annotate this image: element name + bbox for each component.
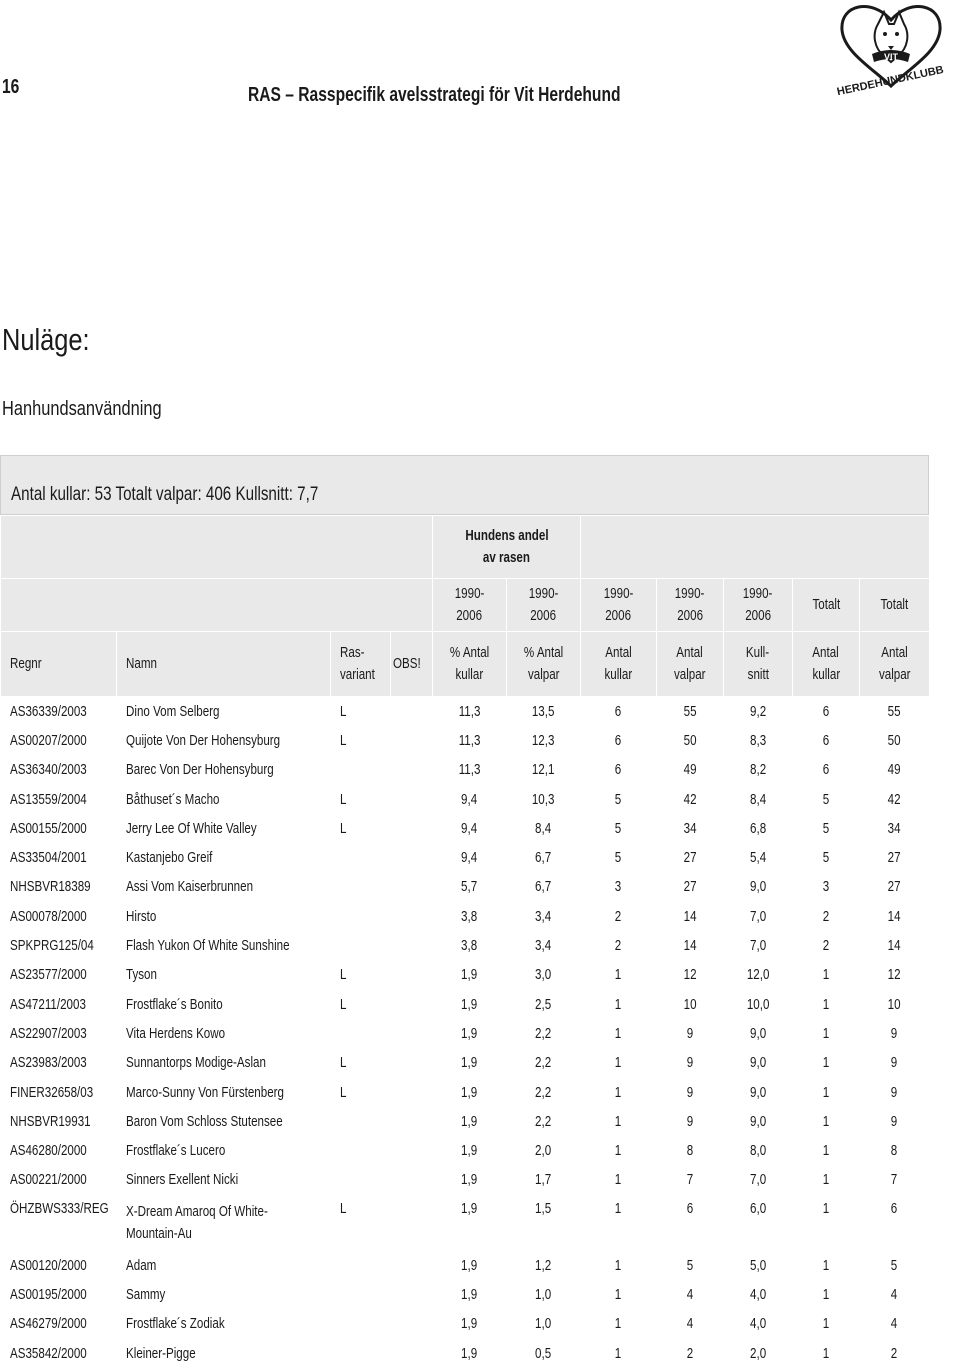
total-valpar-cell: 34: [888, 820, 901, 837]
total-kullar-cell: 5: [822, 850, 830, 867]
regnr-cell: AS36339/2003: [9, 703, 87, 720]
name-cell: Flash Yukon Of White Sunshine: [125, 938, 290, 955]
kullsnitt-cell: 8,4: [749, 791, 767, 808]
regnr-cell: NHSBVR18389: [9, 879, 91, 896]
total-kullar-cell: 1: [822, 1316, 830, 1333]
table-row: [1, 1195, 930, 1251]
pct-valpar-cell: 1,7: [535, 1172, 552, 1189]
total-valpar-cell: 27: [888, 850, 901, 867]
period-header: 1990- 2006: [657, 579, 724, 632]
name-cell: Frostflake´s Zodiak: [125, 1316, 225, 1333]
name-cell: Adam: [125, 1257, 156, 1274]
pct-kullar-cell: 3,8: [461, 938, 478, 955]
table-row: [1, 785, 930, 814]
total-valpar-cell: 27: [888, 879, 901, 896]
total-kullar-cell: 1: [822, 1172, 830, 1189]
total-kullar-cell: 1: [822, 1257, 830, 1274]
total-kullar-cell: 1: [822, 1113, 830, 1130]
kullsnitt-cell: 8,2: [749, 762, 767, 779]
period-header: 1990- 2006: [581, 579, 657, 632]
regnr-cell: AS00120/2000: [9, 1257, 87, 1274]
col-header-total-kullar: Antal kullar: [793, 632, 860, 697]
regnr-cell: AS36340/2003: [9, 762, 87, 779]
pct-kullar-cell: 1,9: [461, 1172, 478, 1189]
kullar-cell: 1: [615, 1286, 622, 1303]
kullsnitt-cell: 4,0: [749, 1286, 767, 1303]
table-row: [1, 902, 930, 931]
table-row: [1, 990, 930, 1019]
variant-cell: L: [339, 732, 346, 749]
total-kullar-cell: 6: [822, 703, 830, 720]
regnr-cell: AS33504/2001: [9, 850, 87, 867]
table-row: [1, 843, 930, 872]
pct-kullar-cell: 9,4: [461, 820, 478, 837]
kullsnitt-cell: 10,0: [746, 996, 770, 1013]
valpar-cell: 27: [683, 879, 697, 896]
total-valpar-cell: 4: [891, 1316, 898, 1333]
name-cell: Frostflake´s Lucero: [125, 1143, 225, 1160]
kullsnitt-cell: 9,0: [749, 1113, 767, 1130]
header-row-columns: [1, 632, 930, 697]
kullar-cell: 1: [615, 996, 622, 1013]
table-row: [1, 931, 930, 960]
name-cell: Sunnantorps Modige-Aslan: [125, 1055, 266, 1072]
total-kullar-cell: 5: [822, 791, 830, 808]
variant-cell: L: [339, 1055, 346, 1072]
section-subtitle: Hanhundsanvändning: [2, 398, 162, 420]
name-cell: Vita Herdens Kowo: [125, 1025, 225, 1042]
pct-kullar-cell: 1,9: [461, 1143, 478, 1160]
share-title-line1: Hundens andel: [464, 528, 549, 544]
total-valpar-cell: 49: [888, 762, 901, 779]
table-row: [1, 1078, 930, 1107]
kullsnitt-cell: 9,0: [749, 1055, 767, 1072]
total-valpar-cell: 6: [891, 1201, 898, 1218]
name-cell: Jerry Lee Of White Valley: [125, 820, 257, 837]
total-kullar-cell: 5: [822, 820, 830, 837]
header-spacer-right: [581, 516, 930, 579]
kullar-cell: 1: [615, 1055, 622, 1072]
period-header: 1990- 2006: [724, 579, 793, 632]
total-kullar-cell: 1: [822, 1286, 830, 1303]
pct-valpar-cell: 2,2: [535, 1025, 552, 1042]
valpar-cell: 9: [686, 1113, 694, 1130]
col-header-pct-kullar: % Antal kullar: [433, 632, 507, 697]
table-row: [1, 726, 930, 755]
table-row: [1, 1049, 930, 1078]
name-cell: Dino Vom Selberg: [125, 703, 219, 720]
period-spacer: [1, 579, 433, 632]
kullsnitt-cell: 6,8: [749, 820, 767, 837]
total-kullar-cell: 1: [822, 1084, 830, 1101]
pct-valpar-cell: 6,7: [535, 850, 552, 867]
col-header-regnr: Regnr: [1, 632, 117, 697]
pct-valpar-cell: 1,2: [535, 1257, 552, 1274]
regnr-cell: AS00207/2000: [9, 732, 87, 749]
kullar-cell: 6: [615, 732, 622, 749]
table-row: [1, 1310, 930, 1339]
regnr-cell: AS23577/2000: [9, 967, 87, 984]
pct-valpar-cell: 2,2: [535, 1055, 552, 1072]
kullar-cell: 1: [615, 1316, 622, 1333]
total-kullar-cell: 2: [822, 908, 830, 925]
name-cell: Baron Vom Schloss Stutensee: [125, 1113, 283, 1130]
table-row: [1, 756, 930, 785]
valpar-cell: 12: [683, 967, 697, 984]
share-header: [433, 516, 581, 579]
period-header-total: Totalt: [860, 579, 930, 632]
pct-valpar-cell: 2,2: [535, 1084, 552, 1101]
header-row-share: [1, 516, 930, 579]
kullar-cell: 1: [615, 1257, 622, 1274]
kullar-cell: 1: [615, 1345, 622, 1362]
regnr-cell: AS00078/2000: [9, 908, 87, 925]
regnr-cell: AS22907/2003: [9, 1025, 87, 1042]
pct-valpar-cell: 2,5: [535, 996, 552, 1013]
kullsnitt-cell: 6,0: [749, 1201, 767, 1218]
table-row: [1, 1280, 930, 1309]
kullsnitt-cell: 8,3: [749, 732, 767, 749]
pct-valpar-cell: 0,5: [535, 1345, 552, 1362]
total-kullar-cell: 6: [822, 762, 830, 779]
name-cell: Sammy: [125, 1286, 165, 1303]
logo-top-text: VIT: [883, 52, 899, 62]
table-row: [1, 961, 930, 990]
total-kullar-cell: 6: [822, 732, 830, 749]
pct-kullar-cell: 1,9: [461, 996, 478, 1013]
kullsnitt-cell: 7,0: [749, 908, 767, 925]
valpar-cell: 6: [686, 1201, 694, 1218]
pct-kullar-cell: 1,9: [461, 967, 478, 984]
kullsnitt-cell: 7,0: [749, 938, 767, 955]
kullar-cell: 1: [615, 1084, 622, 1101]
table-row: [1, 1107, 930, 1136]
regnr-cell: SPKPRG125/04: [9, 938, 94, 955]
pct-valpar-cell: 2,0: [535, 1143, 552, 1160]
total-kullar-cell: 3: [822, 879, 830, 896]
logo-bottom-text: HERDEHUNDKLUBB: [835, 63, 945, 99]
variant-cell: L: [339, 1201, 346, 1218]
valpar-cell: 10: [683, 996, 697, 1013]
pct-kullar-cell: 1,9: [461, 1286, 478, 1303]
total-kullar-cell: 2: [822, 938, 830, 955]
col-header-kullsnitt: Kull- snitt: [724, 632, 793, 697]
kullsnitt-cell: 5,0: [749, 1257, 767, 1274]
name-cell-line2: Mountain-Au: [125, 1226, 192, 1243]
name-cell: Quijote Von Der Hohensyburg: [125, 732, 280, 749]
total-valpar-cell: 9: [891, 1055, 898, 1072]
valpar-cell: 2: [686, 1345, 694, 1362]
regnr-cell: AS47211/2003: [9, 996, 86, 1013]
regnr-cell: AS00195/2000: [9, 1286, 87, 1303]
kullar-cell: 1: [615, 1172, 622, 1189]
pct-kullar-cell: 1,9: [461, 1257, 478, 1274]
kullar-cell: 6: [615, 703, 622, 720]
pct-valpar-cell: 12,3: [532, 732, 555, 749]
pct-valpar-cell: 8,4: [535, 820, 552, 837]
kullsnitt-cell: 9,0: [749, 1025, 767, 1042]
total-valpar-cell: 50: [888, 732, 901, 749]
pct-valpar-cell: 1,0: [535, 1286, 552, 1303]
total-valpar-cell: 9: [891, 1113, 898, 1130]
total-kullar-cell: 1: [822, 1055, 830, 1072]
kullsnitt-cell: 7,0: [749, 1172, 767, 1189]
name-cell: Kastanjebo Greif: [125, 850, 212, 867]
kullar-cell: 5: [615, 850, 622, 867]
regnr-cell: AS23983/2003: [9, 1055, 87, 1072]
total-valpar-cell: 14: [888, 938, 901, 955]
variant-cell: L: [339, 820, 346, 837]
total-kullar-cell: 1: [822, 996, 830, 1013]
total-kullar-cell: 1: [822, 1143, 830, 1160]
valpar-cell: 50: [683, 732, 697, 749]
period-header: 1990- 2006: [433, 579, 507, 632]
total-kullar-cell: 1: [822, 1201, 830, 1218]
col-header-valpar: Antal valpar: [657, 632, 724, 697]
col-header-namn: Namn: [117, 632, 331, 697]
table-row: [1, 1166, 930, 1195]
valpar-cell: 9: [686, 1025, 694, 1042]
valpar-cell: 14: [683, 908, 697, 925]
valpar-cell: 7: [686, 1172, 694, 1189]
header-row-period: [1, 579, 930, 632]
stats-panel: [0, 455, 929, 515]
section-title: Nuläge:: [2, 322, 90, 357]
name-cell-line1: X-Dream Amaroq Of White-: [125, 1204, 268, 1221]
table-row: [1, 1251, 930, 1280]
pct-valpar-cell: 3,4: [535, 938, 552, 955]
kullar-cell: 3: [615, 879, 622, 896]
valpar-cell: 8: [686, 1143, 694, 1160]
table-row: [1, 697, 930, 727]
pct-valpar-cell: 3,4: [535, 908, 552, 925]
variant-cell: L: [339, 996, 346, 1013]
pct-kullar-cell: 1,9: [461, 1201, 478, 1218]
kullar-cell: 1: [615, 1025, 622, 1042]
valpar-cell: 55: [683, 703, 697, 720]
pct-kullar-cell: 1,9: [461, 1055, 478, 1072]
total-kullar-cell: 1: [822, 1025, 830, 1042]
table-body: [1, 697, 930, 1369]
pct-valpar-cell: 1,5: [535, 1201, 552, 1218]
name-cell: Kleiner-Pigge: [125, 1345, 196, 1362]
regnr-cell: AS00221/2000: [9, 1172, 87, 1189]
pct-kullar-cell: 1,9: [461, 1316, 478, 1333]
kullsnitt-cell: 9,2: [749, 703, 767, 720]
pct-valpar-cell: 1,0: [535, 1316, 552, 1333]
valpar-cell: 42: [683, 791, 697, 808]
pct-kullar-cell: 1,9: [461, 1025, 478, 1042]
header-spacer: [1, 516, 433, 579]
name-cell: Barec Von Der Hohensyburg: [125, 762, 274, 779]
pct-kullar-cell: 9,4: [461, 791, 478, 808]
kullar-cell: 2: [615, 908, 622, 925]
table-row: [1, 1339, 930, 1368]
kullsnitt-cell: 9,0: [749, 1084, 767, 1101]
pct-kullar-cell: 1,9: [461, 1113, 478, 1130]
kullar-cell: 5: [615, 791, 622, 808]
pct-kullar-cell: 9,4: [461, 850, 478, 867]
pct-kullar-cell: 1,9: [461, 1084, 478, 1101]
pct-valpar-cell: 2,2: [535, 1113, 552, 1130]
total-valpar-cell: 12: [888, 967, 901, 984]
kullsnitt-cell: 12,0: [746, 967, 770, 984]
valpar-cell: 27: [683, 850, 697, 867]
total-valpar-cell: 9: [891, 1025, 898, 1042]
valpar-cell: 14: [683, 938, 697, 955]
col-header-rasvariant: Ras- variant: [331, 632, 391, 697]
regnr-cell: AS46279/2000: [9, 1316, 87, 1333]
valpar-cell: 4: [686, 1316, 694, 1333]
valpar-cell: 4: [686, 1286, 694, 1303]
name-cell: Frostflake´s Bonito: [125, 996, 223, 1013]
regnr-cell: AS00155/2000: [9, 820, 87, 837]
valpar-cell: 5: [686, 1257, 694, 1274]
kullsnitt-cell: 4,0: [749, 1316, 767, 1333]
variant-cell: L: [339, 1084, 346, 1101]
name-cell: Marco-Sunny Von Fürstenberg: [125, 1084, 284, 1101]
kullsnitt-cell: 8,0: [749, 1143, 767, 1160]
pct-valpar-cell: 6,7: [535, 879, 552, 896]
total-kullar-cell: 1: [822, 967, 830, 984]
kullar-cell: 1: [615, 1113, 622, 1130]
kullsnitt-cell: 2,0: [749, 1345, 767, 1362]
stats-line: Antal kullar: 53 Totalt valpar: 406 Kullsnitt: 7,7: [11, 484, 319, 505]
table-row: [1, 1019, 930, 1048]
document-header: RAS – Rasspecifik avelsstrategi för Vit Herdehund: [248, 84, 621, 106]
total-valpar-cell: 10: [888, 996, 901, 1013]
total-valpar-cell: 9: [891, 1084, 898, 1101]
pct-valpar-cell: 3,0: [535, 967, 552, 984]
kullsnitt-cell: 9,0: [749, 879, 767, 896]
pct-valpar-cell: 13,5: [532, 703, 555, 720]
regnr-cell: AS35842/2000: [9, 1345, 87, 1362]
total-kullar-cell: 1: [822, 1345, 830, 1362]
total-valpar-cell: 8: [891, 1143, 898, 1160]
period-header-total: Totalt: [793, 579, 860, 632]
kullar-cell: 1: [615, 967, 622, 984]
valpar-cell: 49: [683, 762, 697, 779]
variant-cell: L: [339, 791, 346, 808]
name-cell: Sinners Exellent Nicki: [125, 1172, 238, 1189]
regnr-cell: ÖHZBWS333/REG: [9, 1201, 109, 1218]
col-header-obs: OBS!: [391, 632, 433, 697]
period-header: 1990- 2006: [507, 579, 581, 632]
pct-kullar-cell: 11,3: [458, 762, 481, 779]
name-cell: Assi Vom Kaiserbrunnen: [125, 879, 253, 896]
regnr-cell: NHSBVR19931: [9, 1113, 91, 1130]
table-row: [1, 814, 930, 843]
pct-kullar-cell: 11,3: [458, 703, 481, 720]
regnr-cell: AS13559/2004: [9, 791, 87, 808]
pct-kullar-cell: 5,7: [461, 879, 478, 896]
total-valpar-cell: 5: [891, 1257, 898, 1274]
kullar-cell: 1: [615, 1201, 622, 1218]
total-valpar-cell: 2: [891, 1345, 898, 1362]
col-header-total-valpar: Antal valpar: [860, 632, 930, 697]
col-header-pct-valpar: % Antal valpar: [507, 632, 581, 697]
pct-kullar-cell: 1,9: [461, 1345, 478, 1362]
kullar-cell: 1: [615, 1143, 622, 1160]
name-cell: Tyson: [125, 967, 157, 984]
total-valpar-cell: 7: [891, 1172, 898, 1189]
valpar-cell: 9: [686, 1084, 694, 1101]
club-logo: [832, 0, 950, 114]
kullar-cell: 6: [615, 762, 622, 779]
valpar-cell: 9: [686, 1055, 694, 1072]
name-cell: Båthuset´s Macho: [125, 791, 219, 808]
variant-cell: L: [339, 703, 346, 720]
table-row: [1, 873, 930, 902]
col-header-kullar: Antal kullar: [581, 632, 657, 697]
name-cell: Hirsto: [125, 908, 156, 925]
page-number: 16: [2, 76, 20, 98]
stud-usage-table: [0, 515, 930, 1368]
pct-kullar-cell: 11,3: [458, 732, 481, 749]
pct-valpar-cell: 10,3: [532, 791, 555, 808]
valpar-cell: 34: [683, 820, 697, 837]
regnr-cell: AS46280/2000: [9, 1143, 87, 1160]
stud-usage-table-wrap: [0, 515, 929, 1368]
kullar-cell: 5: [615, 820, 622, 837]
pct-valpar-cell: 12,1: [532, 762, 555, 779]
pct-kullar-cell: 3,8: [461, 908, 478, 925]
total-valpar-cell: 4: [891, 1286, 898, 1303]
total-valpar-cell: 42: [888, 791, 901, 808]
kullsnitt-cell: 5,4: [749, 850, 767, 867]
table-row: [1, 1136, 930, 1165]
variant-cell: L: [339, 967, 346, 984]
kullar-cell: 2: [615, 938, 622, 955]
total-valpar-cell: 55: [888, 703, 901, 720]
total-valpar-cell: 14: [888, 908, 901, 925]
share-title-line2: av rasen: [482, 550, 531, 566]
regnr-cell: FINER32658/03: [9, 1084, 93, 1101]
